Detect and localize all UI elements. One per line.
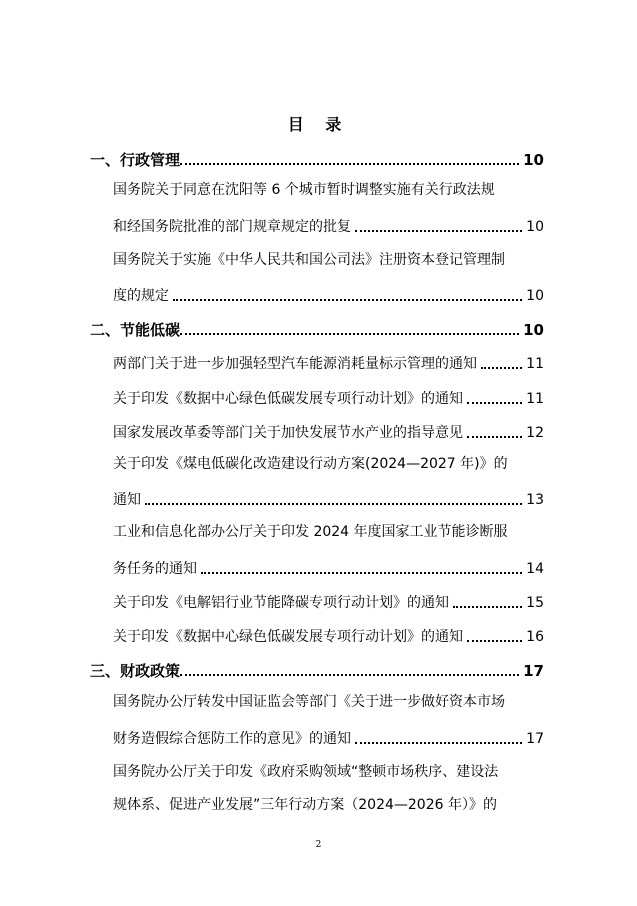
dot-leader bbox=[481, 367, 522, 369]
toc-entry[interactable] bbox=[113, 725, 544, 749]
page-ref: 11 bbox=[526, 356, 544, 372]
dot-leader bbox=[355, 742, 522, 744]
section-title: 一、行政管理 bbox=[90, 151, 181, 169]
page-ref: 11 bbox=[526, 391, 544, 407]
entry-text: 关于印发《数据中心绿色低碳发展专项行动计划》的通知 bbox=[113, 629, 463, 645]
toc-entry[interactable] bbox=[113, 555, 544, 579]
dot-leader bbox=[467, 640, 522, 642]
page-ref: 10 bbox=[526, 288, 544, 304]
entry-text: 务任务的通知 bbox=[113, 561, 197, 577]
page-ref: 12 bbox=[526, 425, 544, 441]
page-ref: 16 bbox=[526, 629, 544, 645]
entry-text: 和经国务院批准的部门规章规定的批复 bbox=[113, 219, 351, 235]
dot-leader bbox=[173, 299, 522, 301]
toc-entry-line[interactable]: 国务院办公厅关于印发《政府采购领域“整顿市场秩序、建设法 bbox=[113, 764, 499, 780]
dot-leader bbox=[145, 503, 522, 505]
entry-text: 关于印发《电解铝行业节能降碳专项行动计划》的通知 bbox=[113, 595, 449, 611]
toc-entry[interactable] bbox=[113, 419, 544, 443]
dot-leader bbox=[467, 402, 522, 404]
dot-leader bbox=[180, 333, 519, 335]
page-ref: 10 bbox=[523, 151, 544, 169]
toc-entry-line[interactable]: 关于印发《煤电低碳化改造建设行动方案(2024—2027 年)》的 bbox=[113, 456, 508, 472]
toc-entry[interactable] bbox=[113, 213, 544, 237]
dot-leader bbox=[467, 436, 522, 438]
page-ref: 10 bbox=[526, 219, 544, 235]
page-ref: 17 bbox=[523, 662, 544, 680]
toc-entry[interactable] bbox=[113, 385, 544, 409]
page-ref: 17 bbox=[526, 731, 544, 747]
toc-entry[interactable] bbox=[113, 282, 544, 306]
entry-text: 关于印发《数据中心绿色低碳发展专项行动计划》的通知 bbox=[113, 391, 463, 407]
entry-text: 国家发展改革委等部门关于加快发展节水产业的指导意见 bbox=[113, 425, 463, 441]
toc-entry-line[interactable]: 规体系、促进产业发展”三年行动方案（2024—2026 年）》的 bbox=[113, 797, 497, 813]
page-ref: 15 bbox=[526, 595, 544, 611]
entry-text: 通知 bbox=[113, 492, 141, 508]
section-title: 三、财政政策 bbox=[90, 662, 181, 680]
toc-entry[interactable] bbox=[113, 623, 544, 647]
page-ref: 13 bbox=[526, 492, 544, 508]
dot-leader bbox=[180, 674, 519, 676]
page-ref: 10 bbox=[523, 321, 544, 339]
toc-entry-line[interactable]: 国务院关于实施《中华人民共和国公司法》注册资本登记管理制 bbox=[113, 252, 505, 268]
toc-title: 目 录 bbox=[287, 115, 350, 134]
toc-entry-line[interactable]: 国务院关于同意在沈阳等 6 个城市暂时调整实施有关行政法规 bbox=[113, 182, 495, 198]
toc-entry-line[interactable]: 工业和信息化部办公厅关于印发 2024 年度国家工业节能诊断服 bbox=[113, 524, 508, 540]
page-ref: 14 bbox=[526, 561, 544, 577]
toc-entry[interactable] bbox=[113, 350, 544, 374]
dot-leader bbox=[180, 163, 519, 165]
toc-section-heading[interactable] bbox=[90, 657, 544, 681]
section-title: 二、节能低碳 bbox=[90, 321, 181, 339]
toc-entry[interactable] bbox=[113, 589, 544, 613]
dot-leader bbox=[201, 572, 522, 574]
page-number: 2 bbox=[315, 840, 322, 850]
entry-text: 财务造假综合惩防工作的意见》的通知 bbox=[113, 731, 351, 747]
entry-text: 度的规定 bbox=[113, 288, 169, 304]
dot-leader bbox=[453, 606, 522, 608]
toc-entry[interactable] bbox=[113, 486, 544, 510]
toc-section-heading[interactable] bbox=[90, 146, 544, 170]
toc-entry-line[interactable]: 国务院办公厅转发中国证监会等部门《关于进一步做好资本市场 bbox=[113, 694, 505, 710]
dot-leader bbox=[355, 230, 522, 232]
entry-text: 两部门关于进一步加强轻型汽车能源消耗量标示管理的通知 bbox=[113, 356, 477, 372]
toc-section-heading[interactable] bbox=[90, 316, 544, 340]
